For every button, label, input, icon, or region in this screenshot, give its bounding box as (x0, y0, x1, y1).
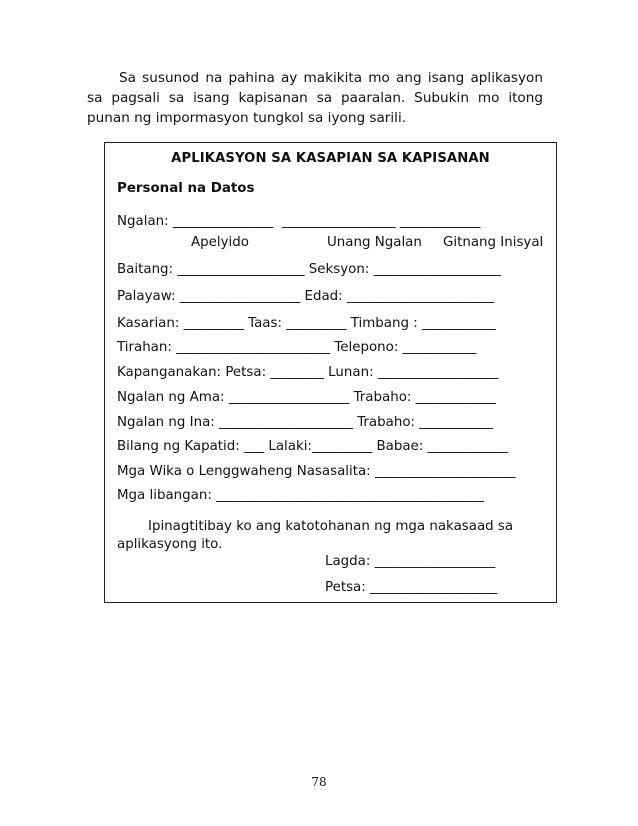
field-line-ama[interactable]: Ngalan ng Ama: __________________ Trabaho: ____________ (117, 390, 497, 405)
field-line-palayaw[interactable]: Palayaw: __________________ Edad: ______________________ (117, 289, 495, 304)
section-heading: Personal na Datos (117, 181, 255, 196)
page-number: 78 (311, 775, 327, 789)
field-line-kapatid[interactable]: Bilang ng Kapatid: ___ Lalaki:_________ Babae: ____________ (117, 439, 508, 454)
date-line[interactable]: Petsa: ___________________ (325, 580, 498, 595)
field-line-baitang[interactable]: Baitang: ___________________ Seksyon: ___________________ (117, 262, 501, 277)
field-line-wika[interactable]: Mga Wika o Lenggwaheng Nasasalita: _____________________ (117, 464, 516, 479)
field-line-kapanganakan[interactable]: Kapanganakan: Petsa: ________ Lunan: __________________ (117, 365, 499, 380)
field-line-kasarian[interactable]: Kasarian: _________ Taas: _________ Timbang : ___________ (117, 316, 496, 331)
field-line-libangan[interactable]: Mga libangan: ________________________________________ (117, 488, 484, 503)
application-form (104, 142, 557, 603)
name-line[interactable]: Ngalan: _______________ _________________ ____________ (117, 214, 481, 229)
label-gitnang-inisyal: Gitnang Inisyal (443, 235, 544, 250)
signature-line[interactable]: Lagda: __________________ (325, 554, 496, 569)
label-apelyido: Apelyido (191, 235, 249, 250)
field-line-ina[interactable]: Ngalan ng Ina: ____________________ Trabaho: ___________ (117, 415, 493, 430)
label-unang-ngalan: Unang Ngalan (327, 235, 422, 250)
intro-paragraph: Sa susunod na pahina ay makikita mo ang isang aplikasyon sa pagsali sa isang kapisanan sa paaralan. Subukin mo itong punan ng impormasyon tungkol sa iyong sarili. (87, 70, 543, 126)
declaration-text: Ipinagtitibay ko ang katotohanan ng mga nakasaad sa aplikasyong ito. (117, 519, 514, 552)
field-line-tirahan[interactable]: Tirahan: _______________________ Telepono: ___________ (117, 340, 477, 355)
form-title: APLIKASYON SA KASAPIAN SA KAPISANAN (171, 151, 490, 166)
